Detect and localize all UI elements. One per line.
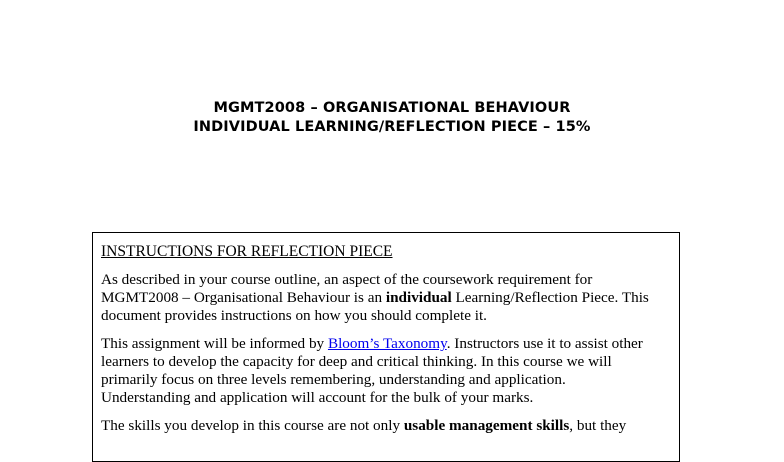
text-run: Learning/Reflection Piece. This bbox=[451, 289, 649, 306]
text-line: learners to develop the capacity for deep and critical thinking. In this course we will bbox=[101, 353, 612, 370]
paragraph-intro bbox=[101, 271, 671, 325]
text-line: As described in your course outline, an aspect of the coursework requirement for bbox=[101, 271, 593, 288]
text-line bbox=[101, 417, 671, 435]
text-line: Understanding and application will account for the bulk of your marks. bbox=[101, 389, 534, 406]
bold-text: individual bbox=[385, 289, 452, 306]
text-run: The skills you develop in this course are not only bbox=[101, 417, 404, 434]
title-line-assignment: INDIVIDUAL LEARNING/REFLECTION PIECE – 15% bbox=[193, 119, 591, 135]
text-run: . Instructors use it to assist other bbox=[446, 335, 643, 352]
text-run: MGMT2008 – Organisational Behaviour is an bbox=[101, 289, 386, 306]
paragraph-skills bbox=[101, 417, 671, 435]
document-title bbox=[0, 99, 784, 137]
text-run: , but they bbox=[569, 417, 627, 434]
instructions-heading: INSTRUCTIONS FOR REFLECTION PIECE bbox=[101, 243, 393, 260]
text-run: This assignment will be informed by bbox=[101, 335, 328, 352]
title-line-course: MGMT2008 – ORGANISATIONAL BEHAVIOUR bbox=[213, 100, 571, 116]
text-line: primarily focus on three levels remembering, understanding and application. bbox=[101, 371, 566, 388]
text-line: document provides instructions on how you should complete it. bbox=[101, 307, 487, 324]
text-line bbox=[101, 289, 671, 307]
paragraph-blooms bbox=[101, 335, 671, 407]
bold-text: usable management skills bbox=[403, 417, 570, 434]
blooms-taxonomy-link[interactable]: Bloom’s Taxonomy bbox=[327, 335, 447, 352]
text-line bbox=[101, 335, 671, 353]
instructions-box bbox=[92, 232, 680, 462]
